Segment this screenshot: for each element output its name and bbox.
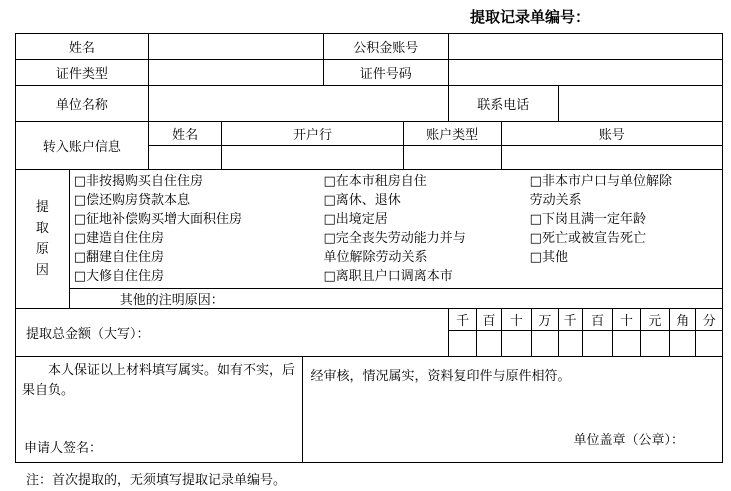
org-name-label: 单位名称: [16, 86, 149, 122]
fund-account-label: 公积金账号: [323, 34, 448, 60]
reason-item[interactable]: □建造自住住房: [73, 231, 165, 246]
account-type-label: 账户类型: [403, 122, 501, 146]
reason-item[interactable]: □离休、退休: [323, 193, 401, 208]
unit-label: 万: [532, 309, 558, 331]
reason-item[interactable]: □偿还购房贷款本息: [73, 193, 191, 208]
applicant-signature-label[interactable]: 申请人签名：: [24, 441, 103, 456]
digit-cell[interactable]: [696, 331, 723, 357]
org-name-field[interactable]: [148, 86, 448, 122]
bank-label: 开户行: [222, 122, 403, 146]
transfer-account-label: 转入账户信息: [16, 122, 149, 170]
reason-item[interactable]: □大修自住住房: [73, 269, 165, 284]
review-text: 经审核，情况属实，资料复印件与原件相符。: [310, 369, 571, 384]
transfer-name-field[interactable]: [148, 146, 222, 170]
pledge-text: 本人保证以上材料填写属实。如有不实，后果自负。: [22, 363, 296, 398]
digit-cell[interactable]: [532, 331, 558, 357]
reason-item[interactable]: □下岗且满一定年龄: [529, 212, 646, 227]
applicant-pledge: [16, 357, 303, 463]
id-type-label: 证件类型: [16, 60, 149, 86]
fund-account-field[interactable]: [448, 34, 722, 60]
reason-item[interactable]: □出境定居: [323, 212, 388, 227]
digit-cell[interactable]: [477, 331, 501, 357]
account-no-label: 账号: [501, 122, 722, 146]
reason-column-3: [530, 172, 718, 286]
digit-cell[interactable]: [501, 331, 532, 357]
reason-item-continued: 单位解除劳动关系: [323, 250, 428, 265]
withdrawal-form: [15, 33, 723, 463]
name-field[interactable]: [148, 34, 323, 60]
reason-options: [69, 170, 722, 289]
record-number-label: 提取记录单编号：: [470, 8, 591, 26]
contact-phone-field[interactable]: [558, 86, 723, 122]
id-number-label: 证件号码: [323, 60, 448, 86]
unit-label: 十: [501, 309, 532, 331]
digit-cell[interactable]: [670, 331, 696, 357]
unit-review: [302, 357, 722, 463]
unit-label: 百: [477, 309, 501, 331]
reason-item-continued: 劳动关系: [529, 193, 582, 208]
reason-item[interactable]: □翻建自住住房: [73, 250, 165, 265]
digit-cell[interactable]: [582, 331, 613, 357]
bank-field[interactable]: [222, 146, 403, 170]
reason-item[interactable]: □完全丧失劳动能力并与: [323, 231, 466, 246]
id-number-field[interactable]: [448, 60, 722, 86]
digit-cell[interactable]: [613, 331, 640, 357]
footnote: 注：首次提取的，无须填写提取记录单编号。: [26, 473, 287, 488]
reason-item[interactable]: □死亡或被宣告死亡: [529, 231, 646, 246]
name-label: 姓名: [16, 34, 149, 60]
reason-item[interactable]: □离职且户口调离本市: [323, 269, 453, 284]
unit-label: 角: [670, 309, 696, 331]
unit-label: 分: [696, 309, 723, 331]
amount-label: 提取总金额（大写）：: [16, 309, 449, 357]
reason-item[interactable]: □其他: [529, 250, 568, 265]
unit-label: 千: [558, 309, 582, 331]
account-no-field[interactable]: [501, 146, 722, 170]
digit-cell[interactable]: [558, 331, 582, 357]
reason-item[interactable]: □征地补偿购买增大面积住房: [73, 212, 243, 227]
digit-cell[interactable]: [448, 331, 476, 357]
unit-label: 十: [613, 309, 640, 331]
reason-column-1: [74, 172, 324, 286]
reason-item[interactable]: □在本市租房自住: [323, 174, 427, 189]
digit-cell[interactable]: [640, 331, 669, 357]
reason-item[interactable]: □非本市户口与单位解除: [529, 174, 672, 189]
unit-label: 元: [640, 309, 669, 331]
contact-phone-label: 联系电话: [448, 86, 558, 122]
account-type-field[interactable]: [403, 146, 501, 170]
reason-column-2: [324, 172, 530, 286]
id-type-field[interactable]: [148, 60, 323, 86]
unit-stamp-label[interactable]: 单位盖章（公章）：: [573, 433, 684, 448]
unit-label: 百: [582, 309, 613, 331]
reason-item[interactable]: □非按揭购买自住住房: [73, 174, 204, 189]
other-reason-field[interactable]: 其他的注明原因：: [69, 289, 722, 309]
transfer-name-label: 姓名: [148, 122, 222, 146]
reason-label: 提 取 原 因: [16, 170, 70, 309]
unit-label: 千: [448, 309, 476, 331]
